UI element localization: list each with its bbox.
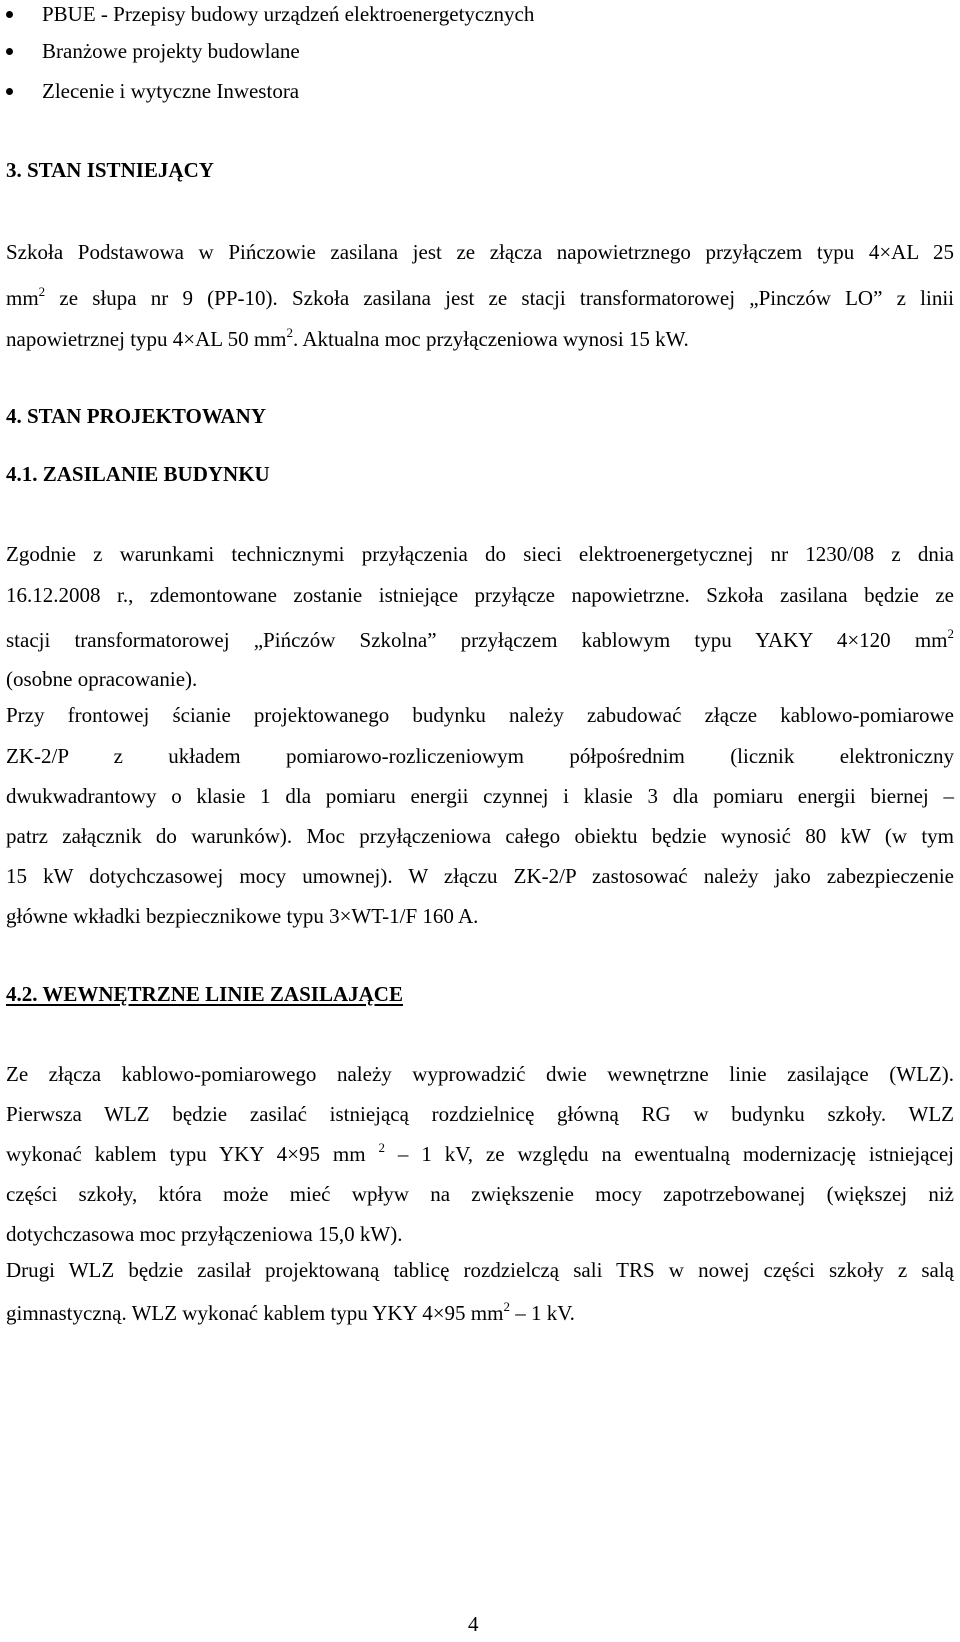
- paragraph-line: główne wkładki bezpiecznikowe typu 3×WT-1/F 160 A.: [6, 904, 479, 928]
- paragraph-line: Przy frontowej ścianie projektowanego budynku należy zabudować złącze kablowo-pomiarowe: [6, 703, 954, 727]
- paragraph-line: Zgodnie z warunkami technicznymi przyłączenia do sieci elektroenergetycznej nr 1230/08 z dnia: [6, 542, 954, 566]
- section-heading: 3. STAN ISTNIEJĄCY: [6, 158, 214, 182]
- paragraph-line: 15 kW dotychczasowej mocy umownej). W złączu ZK-2/P zastosować należy jako zabezpieczenie: [6, 864, 954, 888]
- paragraph-line: $mm^2$ ze słupa nr 9 (PP-10). Szkoła zasilana jest ze stacji transformatorowej „Pinczów LO” z linii: [6, 284, 954, 310]
- paragraph-line: Drugi WLZ będzie zasilał projektowaną tablicę rozdzielczą sali TRS w nowej części szkoły z salą: [6, 1258, 954, 1282]
- paragraph-line: wykonać kablem typu YKY 4×95 mm $^2$ – 1 kV, ze względu na ewentualną modernizację istniejącej: [6, 1140, 954, 1166]
- paragraph-line: dotychczasowa moc przyłączeniowa 15,0 kW).: [6, 1222, 403, 1246]
- paragraph-line: 16.12.2008 r., zdemontowane zostanie istniejące przyłącze napowietrzne. Szkoła zasilana będzie ze: [6, 583, 954, 607]
- paragraph-line: Ze złącza kablowo-pomiarowego należy wyprowadzić dwie wewnętrzne linie zasilające (WLZ).: [6, 1062, 954, 1086]
- subsection-heading: 4.2. WEWNĘTRZNE LINIE ZASILAJĄCE: [6, 982, 403, 1006]
- bullet-icon: [6, 88, 13, 95]
- page-number: 4: [468, 1612, 479, 1636]
- paragraph-line: ZK-2/P z układem pomiarowo-rozliczeniowym półpośrednim (licznik elektroniczny: [6, 744, 954, 768]
- bullet-text: Branżowe projekty budowlane: [42, 38, 300, 63]
- paragraph-line: stacji transformatorowej „Pińczów Szkolna” przyłączem kablowym typu YAKY 4×120 $mm^2$: [6, 626, 954, 652]
- bullet-icon: [6, 48, 13, 55]
- paragraph-line: Szkoła Podstawowa w Pińczowie zasilana jest ze złącza napowietrznego przyłączem typu 4×AL 25: [6, 240, 954, 264]
- paragraph-line: części szkoły, która może mieć wpływ na zwiększenie mocy zapotrzebowanej (większej niż: [6, 1182, 954, 1206]
- paragraph-line: Pierwsza WLZ będzie zasilać istniejącą rozdzielnicę główną RG w budynku szkoły. WLZ: [6, 1102, 954, 1126]
- bullet-text: Zlecenie i wytyczne Inwestora: [42, 78, 300, 103]
- paragraph-line: gimnastyczną. WLZ wykonać kablem typu YKY 4×95 $mm^2 - 1$ kV.: [6, 1299, 575, 1325]
- paragraph-line: (osobne opracowanie).: [6, 667, 198, 691]
- bullet-text: PBUE - Przepisy budowy urządzeń elektroenergetycznych: [42, 1, 535, 26]
- bullet-icon: [6, 11, 13, 18]
- section-heading: 4. STAN PROJEKTOWANY: [6, 404, 267, 428]
- paragraph-line: patrz załącznik do warunków). Moc przyłączeniowa całego obiektu będzie wynosić 80 kW (w tym: [6, 824, 954, 848]
- paragraph-line: dwukwadrantowy o klasie 1 dla pomiaru energii czynnej i klasie 3 dla pomiaru energii biernej –: [6, 784, 954, 808]
- paragraph-line: napowietrznej typu 4×AL 50 $mm^2$. Aktualna moc przyłączeniowa wynosi 15 kW.: [6, 325, 689, 351]
- subsection-heading: 4.1. ZASILANIE BUDYNKU: [6, 462, 270, 486]
